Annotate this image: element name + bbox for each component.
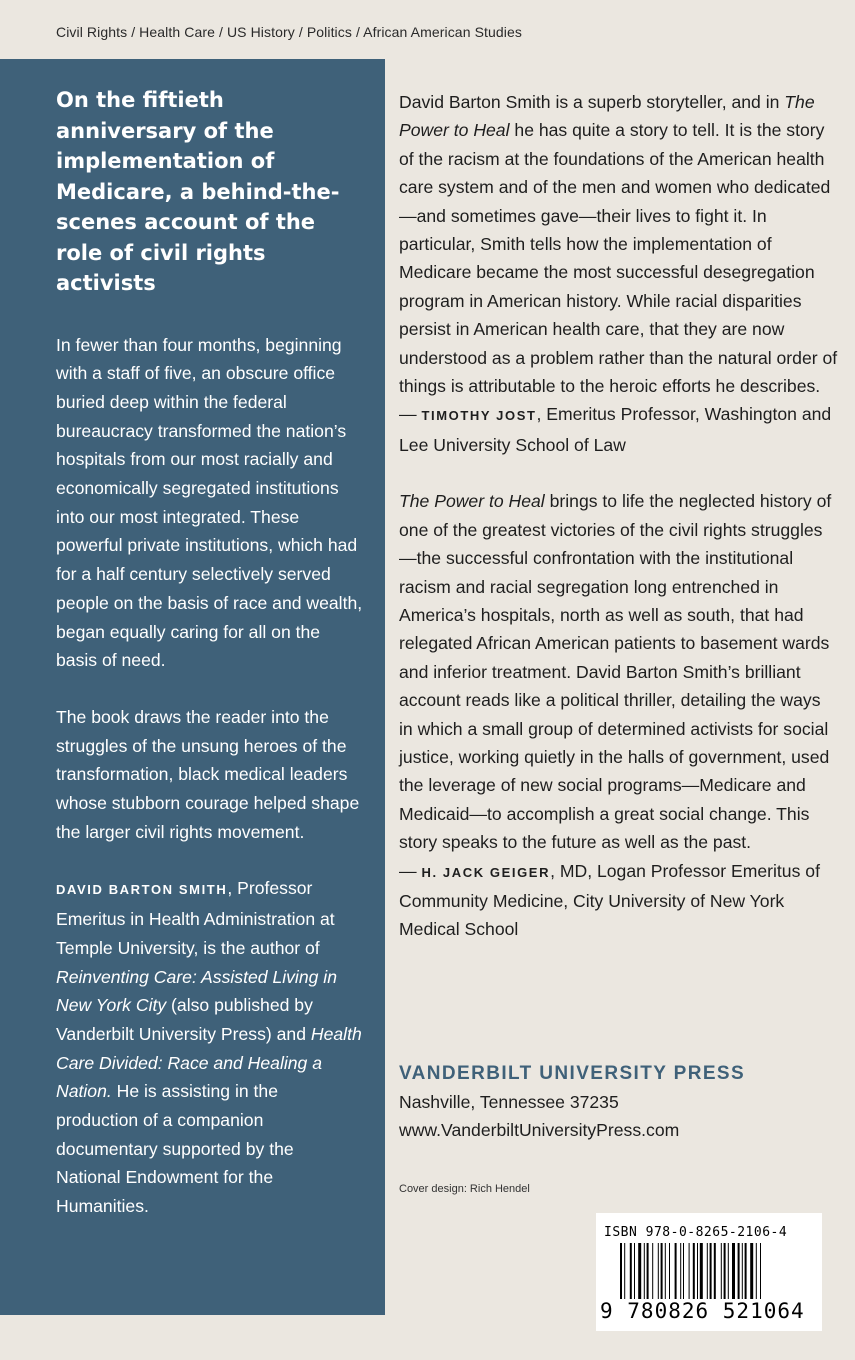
review-1 xyxy=(399,88,839,459)
author-bio-text-2: (also published by Vanderbilt University Press) and xyxy=(56,995,313,1044)
review-1-text-before: David Barton Smith is a superb storyteller, and in xyxy=(399,92,785,112)
review-2 xyxy=(399,487,839,944)
review-2-book-title: The Power to Heal xyxy=(399,491,545,512)
review-2-affiliation: , MD, Logan Professor Emeritus of Community Medicine, City University of New York Medical School xyxy=(399,860,820,940)
isbn-barcode xyxy=(596,1213,822,1331)
author-name: DAVID BARTON SMITH xyxy=(56,882,228,898)
category-list: Civil Rights / Health Care / US History / Politics / African American Studies xyxy=(56,24,522,40)
review-2-reviewer: H. JACK GEIGER xyxy=(421,864,551,880)
description-paragraph-1: In fewer than four months, beginning with a staff of five, an obscure office buried deep within the federal bureaucracy transformed the nation’s hospitals from our most racially and economically segregated institutions into our most integrated. These powerful private institutions, which had for a half century selectively served people on the basis of race and wealth, began equally caring for all on the basis of need. xyxy=(56,334,363,671)
description-panel xyxy=(0,59,385,1315)
review-1-book-title: The Power to Heal xyxy=(399,92,815,141)
ean-number: 9 780826 521064 xyxy=(600,1299,805,1323)
review-1-reviewer: TIMOTHY JOST xyxy=(421,408,537,424)
review-2-text: brings to life the neglected history of one of the greatest victories of the civil rights struggles—the successful confrontation with the institutional racism and racial segregation long entrenched in America’s hospitals, north as well as south, that had relegated African American patients to basement wards and inferior treatment. David Barton Smith’s brilliant account reads like a political thriller, detailing the ways in which a small group of determined activists for social justice, working quietly in the halls of government, used the leverage of new social programs—Medicare and Medicaid—to accomplish a great social change. This story speaks to the future as well as the past. xyxy=(399,491,832,853)
cover-design-credit: Cover design: Rich Hendel xyxy=(399,1183,530,1195)
review-1-text: he has quite a story to tell. It is the story of the racism at the foundations of the American health care system and of the men and women who dedicated—and sometimes gave—their lives to fight it. In particular, Smith tells how the implementation of Medicare became the most successful desegregation program in American history. While racial disparities persist in American health care, that they are now understood as a problem rather than the natural order of things is attributable to the heroic efforts he describes. xyxy=(399,120,838,397)
book-title-2: Health Care Divided: Race and Healing a Nation. xyxy=(56,1023,362,1102)
author-bio-text-3: He is assisting in the production of a companion documentary supported by the National Endowment for the Humanities. xyxy=(56,1081,294,1217)
headline: On the fiftieth anniversary of the implementation of Medicare, a behind-the-scenes account of the role of civil rights activists xyxy=(56,88,340,295)
review-2-dash: — xyxy=(399,860,422,881)
description-body xyxy=(56,331,363,1221)
book-title-1: Reinventing Care: Assisted Living in New York City xyxy=(56,966,337,1016)
publisher-name: VANDERBILT UNIVERSITY PRESS xyxy=(399,1063,746,1084)
review-1-dash: — xyxy=(399,404,422,425)
publisher-url[interactable]: www.VanderbiltUniversityPress.com xyxy=(399,1120,680,1141)
author-bio xyxy=(56,874,363,1220)
description-paragraph-2: The book draws the reader into the struggles of the unsung heroes of the transformation, black medical leaders whose stubborn courage helped shape the larger civil rights movement. xyxy=(56,706,360,842)
isbn-number: ISBN 978-0-8265-2106-4 xyxy=(604,1225,788,1240)
publisher-block xyxy=(399,1060,839,1145)
review-1-affiliation: , Emeritus Professor, Washington and Lee University School of Law xyxy=(399,404,832,455)
reviews-column xyxy=(399,88,839,972)
author-bio-text-1: , Professor Emeritus in Health Administration at Temple University, is the author of xyxy=(56,878,335,958)
publisher-city: Nashville, Tennessee 37235 xyxy=(399,1092,619,1112)
barcode-bars xyxy=(604,1243,814,1299)
